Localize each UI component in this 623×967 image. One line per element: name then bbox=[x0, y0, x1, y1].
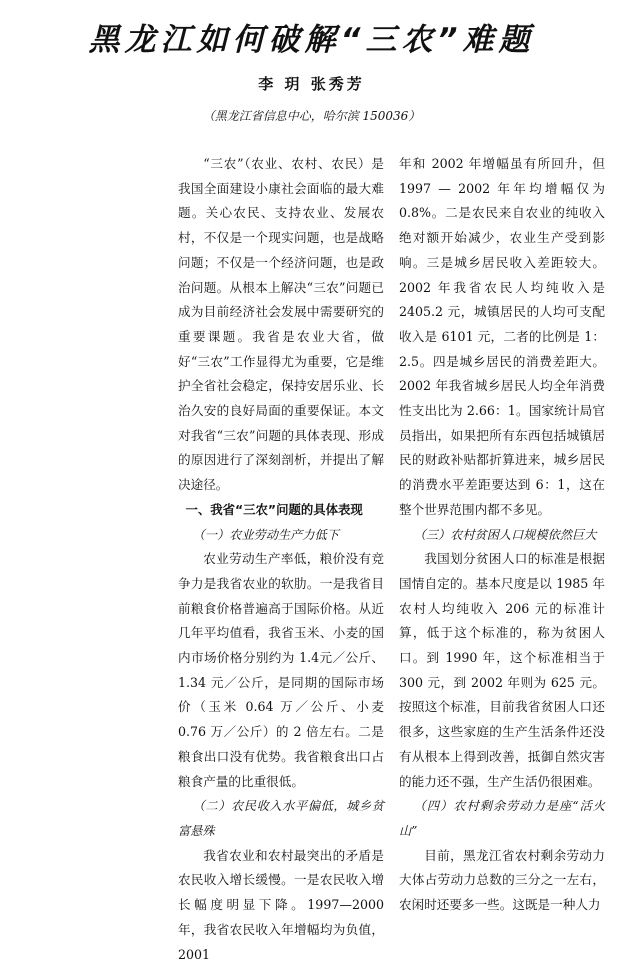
section-heading-1: 一、我省“三农”问题的具体表现 bbox=[185, 501, 363, 517]
subsection-heading-2: （二）农民收入水平偏低，城乡贫富悬殊 bbox=[178, 799, 384, 838]
subsection-3-paragraph: 我国划分贫困人口的标准是根据国情自定的。基本尺度是以 1985 年农村人均纯收入 206 元的标准计算，低于这个标准的，称为贫困人口。到 1990 年，这个标准相当于 300 元，到 2002 年则为 625 元。按照这个标准，目前我省贫困人口还很多，这些家庭的生产生活条件还没有从根本上得到改善，抵御自然灾害的能力还不强，生产生活仍很困难。 bbox=[399, 551, 605, 789]
subsection-2-paragraph: 我省农业和农村最突出的矛盾是农民收入增长缓慢。一是农民收入增长幅度明显下降。1997—2000 年，我省农民收入年增幅均为负值，2001 bbox=[178, 847, 384, 962]
subsection-heading-1: （一）农业劳动生产力低下 bbox=[192, 527, 339, 542]
subsection-4-paragraph: 目前，黑龙江省农村剩余劳动力大体占劳动力总数的三分之一左右，农闲时还要多一些。这既是一种人力 bbox=[399, 847, 605, 913]
subsection-heading-4: （四）农村剩余劳动力是座“活火山” bbox=[399, 799, 605, 838]
left-column bbox=[178, 152, 384, 967]
subsection-heading-3: （三）农村贫困人口规模依然巨大 bbox=[413, 527, 597, 542]
right-column bbox=[399, 152, 605, 918]
article-authors: 李 玥 张秀芳 bbox=[258, 75, 365, 93]
article-title: 黑龙江如何破解“三农”难题 bbox=[88, 22, 535, 58]
continued-paragraph: 年和 2002 年增幅虽有所回升，但 1997 — 2002 年年均增幅仅为 0.8%。二是农民来自农业的纯收入绝对额开始减少，农业生产受到影响。三是城乡居民收入差距较大。2002 年我省农民人均纯收入是 2405.2 元，城镇居民的人均可支配收入是 6101 元，二者的比例是 1：2.5。四是城乡居民的消费差距大。2002 年我省城乡居民人均全年消费性支出比为 2.66：1。国家统计局官员指出，如果把所有东西包括城镇居民的财政补贴都折算进来，城乡居民的消费水平差距要达到 6：1，这在整个世界范围内都不多见。 bbox=[399, 156, 605, 517]
article-affiliation: （黑龙江省信息中心，哈尔滨 150036） bbox=[202, 109, 421, 123]
intro-paragraph: “三农”（农业、农村、农民）是我国全面建设小康社会面临的最大难题。关心农民、支持农业、发展农村，不仅是一个现实问题，也是战略问题；不仅是一个经济问题，也是政治问题。从根本上解决“三农”问题已成为目前经济社会发展中需要研究的重要课题。我省是农业大省，做好“三农”工作显得尤为重要，它是维护全省社会稳定，保持安居乐业、长治久安的良好局面的重要保证。本文对我省“三农”问题的具体表现、形成的原因进行了深刻剖析，并提出了解决途径。 bbox=[178, 156, 384, 493]
subsection-1-paragraph: 农业劳动生产率低，粮价没有竞争力是我省农业的软肋。一是我省目前粮食价格普遍高于国际价格。从近几年平均值看，我省玉米、小麦的国内市场价格分别约为 1.4元／公斤、1.34 元／公斤，是同期的国际市场价（玉米 0.64 万／公斤、小麦 0.76 万／公斤）的 2 倍左右。二是粮食出口没有优势。我省粮食出口占粮食产量的比重很低。 bbox=[178, 551, 384, 789]
